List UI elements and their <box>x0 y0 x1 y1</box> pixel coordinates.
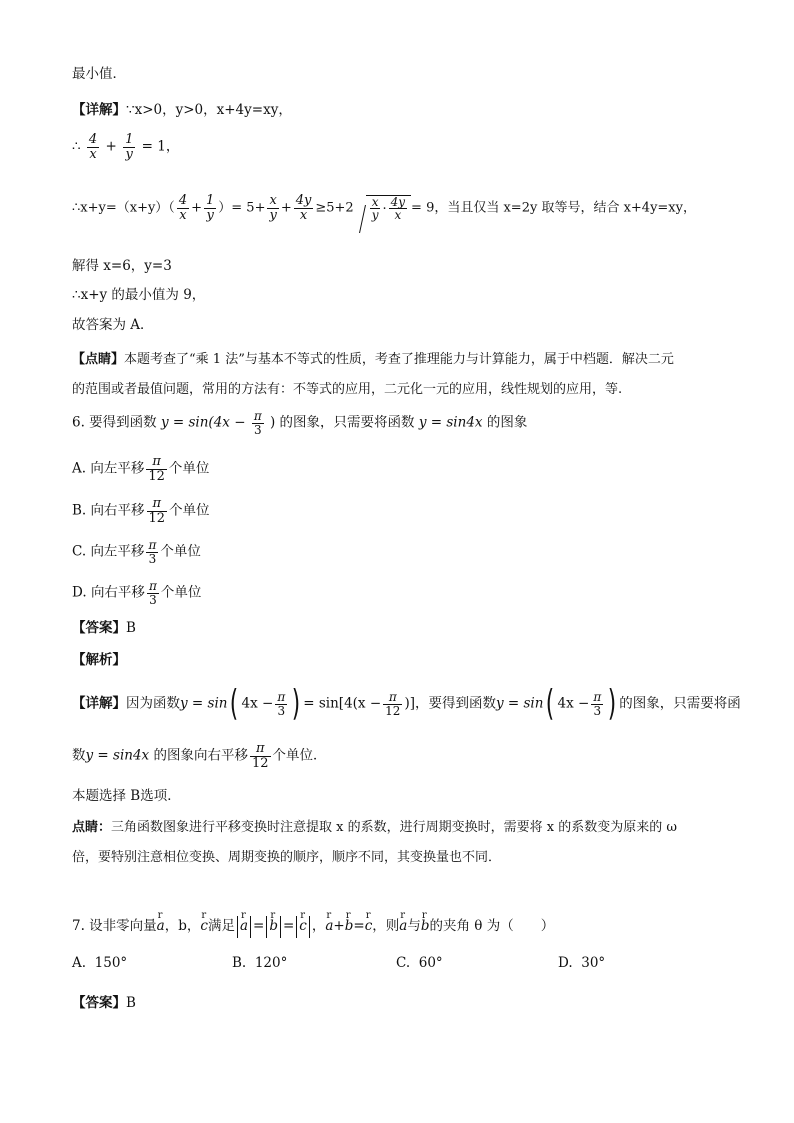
text: ∴x+y=（x+y）（ <box>72 200 175 216</box>
answer-line <box>72 993 734 1013</box>
detail-line <box>72 100 734 120</box>
fraction: $\frac{4y}{x}$ <box>295 193 312 223</box>
text: 的图象向右平移 <box>153 747 248 764</box>
text: ， <box>311 918 326 934</box>
text: 6. 要得到函数 <box>72 414 157 431</box>
math: y = sin <box>495 695 544 712</box>
fraction: $\frac{4}{x}$ <box>88 132 98 162</box>
text: 的图象，只需要将函 <box>619 695 741 712</box>
text: )]，要得到函数 <box>404 695 496 712</box>
text-line <box>72 848 734 868</box>
vector: r a <box>240 912 248 936</box>
fraction: $\frac{\pi}{12}$ <box>148 454 165 484</box>
fraction: $\frac{\pi}{3}$ <box>593 689 602 718</box>
answer-value: B <box>126 620 136 636</box>
math: y = sin(4x − <box>160 414 246 431</box>
vector: r c <box>299 912 307 936</box>
vector: r a <box>399 912 407 936</box>
option-a[interactable] <box>72 455 734 491</box>
option-text: 向左平移 <box>90 543 145 560</box>
math: y = sin4x <box>418 414 483 431</box>
section-tag: 点睛： <box>72 820 112 835</box>
option-text: 个单位 <box>169 502 210 519</box>
derivation-line: 【详解】因为函数y = sin( 4x − $\frac{\pi}{3}$ ) = sin[4(x − $\frac{\pi}{12}$ )]，要得到函数y = sin( 4x − $\frac{\pi}{3}$ ) 的图象，只需要将函 <box>72 683 741 724</box>
option-letter: B. <box>72 502 87 519</box>
math: y = sin4x <box>85 747 150 764</box>
vector: r a <box>325 912 333 936</box>
fraction: $\frac{4}{x}$ <box>178 193 188 223</box>
option-a[interactable] <box>72 955 127 971</box>
fraction: $\frac{\pi}{12}$ <box>251 741 269 771</box>
option-text: 个单位 <box>160 543 201 560</box>
note-line <box>72 818 734 838</box>
text: + <box>333 918 345 934</box>
vector: r b <box>345 912 354 936</box>
text: = <box>253 918 265 934</box>
fraction: $\frac{\pi}{3}$ <box>148 579 157 607</box>
text-line <box>72 285 734 305</box>
option-value: 150° <box>94 955 128 971</box>
text: ∵x>0，y>0，x+4y=xy， <box>126 102 292 118</box>
section-tag: 【点睛】 <box>72 352 125 367</box>
vector: r a <box>157 912 165 936</box>
text: 满足 <box>207 918 235 934</box>
section-tag: 【解析】 <box>72 652 126 668</box>
option-text: 向左平移 <box>90 460 145 477</box>
option-letter: C. <box>396 955 411 971</box>
option-letter: B. <box>232 955 247 971</box>
option-text: 向右平移 <box>90 584 145 601</box>
fraction: $\frac{\pi}{3}$ <box>277 689 286 718</box>
question-7 <box>72 912 734 940</box>
option-b[interactable] <box>72 497 734 533</box>
fraction: $\frac{\pi}{12}$ <box>385 689 401 718</box>
vector: r c <box>200 912 208 936</box>
text: = <box>282 918 295 934</box>
text: 倍，要特别注意相位变换、周期变换的顺序，顺序不同，其变换量也不同． <box>72 850 502 865</box>
math: = sin[4(x − <box>303 695 382 712</box>
text: 数 <box>72 747 86 764</box>
analysis-line <box>72 650 734 670</box>
text: 与 <box>407 918 421 934</box>
section-tag: 【答案】 <box>72 620 126 636</box>
text: ）= 5+ <box>218 200 266 216</box>
point-line <box>72 350 734 370</box>
square-root: $\frac{x}{y}$ · $\frac{4y}{x}$ <box>356 195 411 222</box>
text: 故答案为 A． <box>72 317 154 333</box>
text-line <box>72 315 734 335</box>
text-line <box>72 786 734 806</box>
text-line <box>72 256 734 276</box>
text: = <box>353 918 365 934</box>
text: + <box>105 138 117 155</box>
text: 的夹角 θ 为（ ） <box>429 918 555 934</box>
text: + <box>280 200 292 216</box>
text-line <box>72 380 734 400</box>
question-6 <box>72 410 734 446</box>
text: ∴x+y 的最小值为 9， <box>72 287 206 303</box>
fraction: $\frac{\pi}{3}$ <box>148 538 157 566</box>
section-tag: 【详解】 <box>72 102 126 118</box>
answer-line <box>72 618 734 638</box>
text: ，则 <box>372 918 400 934</box>
text: 的图象 <box>486 414 528 431</box>
vector: r b <box>269 912 278 936</box>
math: 4x − <box>241 695 274 712</box>
answer-value: B <box>126 995 136 1011</box>
equation-line <box>72 133 734 173</box>
option-text: 个单位 <box>168 460 210 477</box>
option-d[interactable] <box>558 955 605 971</box>
text: = 1， <box>141 138 180 155</box>
text: 的范围或者最值问题，常用的方法有：不等式的应用，二元化一元的应用，线性规划的应用，等. <box>72 382 623 397</box>
text: 个单位． <box>272 747 327 764</box>
q7-options <box>72 955 734 977</box>
fraction: $\frac{1}{y}$ <box>125 132 134 162</box>
math: 4x − <box>557 695 590 712</box>
option-c[interactable] <box>396 955 443 971</box>
text: ∴ <box>72 138 81 155</box>
fraction: $\frac{1}{y}$ <box>206 193 215 223</box>
option-text: 个单位 <box>160 584 202 601</box>
text: ≥5+2 <box>315 200 354 216</box>
option-letter: A. <box>72 460 87 477</box>
option-value: 60° <box>418 955 443 971</box>
text: 7. 设非零向量 <box>72 918 157 934</box>
text: 因为函数 <box>126 695 180 712</box>
section-tag: 【答案】 <box>72 995 126 1011</box>
option-value: 120° <box>254 955 288 971</box>
vector: r b <box>421 912 430 936</box>
text: = 9，当且仅当 x=2y 取等号，结合 x+4y=xy， <box>411 200 696 216</box>
equation-line: ∴x+y=（x+y）（ $\frac{4}{x}$ + $\frac{1}{y}$ ）= 5+ $\frac{x}{y}$ + $\frac{4y}{x}$ ≥5+2 $\frac{x}{y}$ · $\frac{4y}{x}$ = 9，当且仅当 x=2y 取等号，结合 x+4y=xy， <box>72 193 696 223</box>
option-c[interactable] <box>72 539 734 575</box>
option-text: 向右平移 <box>90 502 145 519</box>
option-letter: A. <box>72 955 87 971</box>
option-value: 30° <box>581 955 606 971</box>
derivation-line-2 <box>72 742 734 782</box>
math: y = sin <box>180 695 228 712</box>
option-d[interactable] <box>72 580 734 616</box>
text: 解得 x=6，y=3 <box>72 258 172 274</box>
fraction: $\frac{\pi}{12}$ <box>148 496 166 526</box>
text: ，b， <box>164 918 201 934</box>
text: 三角函数图象进行平移变换时注意提取 x 的系数，进行周期变换时，需要将 x 的系数变为原来的 ω <box>111 820 677 835</box>
section-tag: 【详解】 <box>72 695 126 712</box>
option-letter: D. <box>72 584 87 601</box>
text: 本题选择 B选项． <box>72 788 181 804</box>
text: 最小值． <box>72 66 126 82</box>
text: ) 的图象，只需要将函数 <box>270 414 415 431</box>
fraction: $\frac{x}{y}$ <box>269 193 277 223</box>
option-b[interactable] <box>232 955 287 971</box>
fraction: $\frac{\pi}{3}$ <box>253 409 262 437</box>
option-letter: D. <box>558 955 573 971</box>
option-letter: C. <box>72 543 87 560</box>
vector: r c <box>365 912 373 936</box>
text-line <box>72 64 734 84</box>
text: 本题考查了“乘 1 法”与基本不等式的性质，考查了推理能力与计算能力，属于中档题．解决二元 <box>124 352 674 367</box>
